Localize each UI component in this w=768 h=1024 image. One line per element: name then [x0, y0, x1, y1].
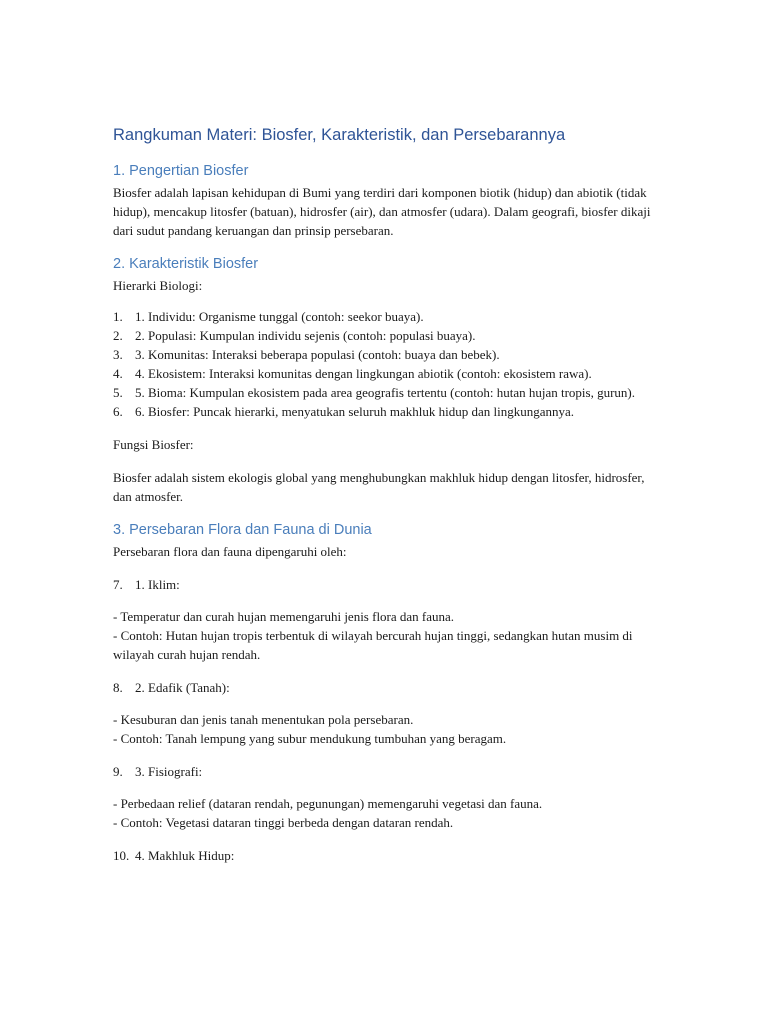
list-item-number: 2.	[113, 328, 123, 343]
factor-label: 2. Edafik (Tanah):	[135, 680, 230, 695]
factor-details	[113, 794, 663, 832]
document-title: Rangkuman Materi: Biosfer, Karakteristik, dan Persebarannya	[113, 126, 566, 144]
list-item	[113, 326, 663, 345]
list-item	[113, 345, 663, 364]
factor-number: 9.	[113, 764, 123, 779]
factor-label: 4. Makhluk Hidup:	[135, 848, 235, 863]
section-heading-pengertian: 1. Pengertian Biosfer	[113, 163, 249, 179]
list-item-text: 2. Populasi: Kumpulan individu sejenis (contoh: populasi buaya).	[135, 328, 476, 343]
factor-detail-line: - Contoh: Tanah lempung yang subur mendukung tumbuhan yang beragam.	[113, 731, 507, 746]
document-page	[113, 123, 663, 878]
list-item-text: 3. Komunitas: Interaksi beberapa populasi (contoh: buaya dan bebek).	[135, 347, 500, 362]
section-heading-karakteristik: 2. Karakteristik Biosfer	[113, 256, 259, 272]
list-item-text: 5. Bioma: Kumpulan ekosistem pada area geografis tertentu (contoh: hutan hujan tropis, gurun).	[135, 385, 636, 400]
factor-detail-line: - Kesuburan dan jenis tanah menentukan pola persebaran.	[113, 712, 414, 727]
fungsi-label: Fungsi Biosfer:	[113, 437, 194, 452]
factor-number: 8.	[113, 680, 123, 695]
factor-heading	[113, 575, 663, 594]
factor-detail-line: - Contoh: Vegetasi dataran tinggi berbeda dengan dataran rendah.	[113, 815, 454, 830]
factor-detail-line: - Temperatur dan curah hujan memengaruhi jenis flora dan fauna.	[113, 609, 455, 624]
list-item-text: 6. Biosfer: Puncak hierarki, menyatukan seluruh makhluk hidup dan lingkungannya.	[135, 404, 575, 419]
persebaran-intro: Persebaran flora dan fauna dipengaruhi oleh:	[113, 544, 347, 559]
list-item	[113, 364, 663, 383]
section-body-pengertian: Biosfer adalah lapisan kehidupan di Bumi yang terdiri dari komponen biotik (hidup) dan abiotik (tidak hidup), mencakup litosfer (batuan), hidrosfer (air), dan atmosfer (udara). Dalam geografi, biosfer dikaji dari sudut pandang keruangan dan prinsip persebaran.	[113, 185, 651, 238]
factor-details	[113, 710, 663, 748]
list-item-number: 1.	[113, 309, 123, 324]
list-item-number: 5.	[113, 385, 123, 400]
factor-detail-line: - Perbedaan relief (dataran rendah, pegunungan) memengaruhi vegetasi dan fauna.	[113, 796, 543, 811]
list-item	[113, 402, 663, 421]
factor-details	[113, 607, 663, 664]
list-item-number: 4.	[113, 366, 123, 381]
factor-number: 10.	[113, 848, 130, 863]
list-item	[113, 307, 663, 326]
factor-heading	[113, 846, 663, 865]
factor-label: 3. Fisiografi:	[135, 764, 203, 779]
factor-heading	[113, 678, 663, 697]
hierarchy-intro: Hierarki Biologi:	[113, 278, 203, 293]
section-heading-persebaran: 3. Persebaran Flora dan Fauna di Dunia	[113, 522, 372, 538]
list-item-text: 4. Ekosistem: Interaksi komunitas dengan lingkungan abiotik (contoh: ekosistem rawa).	[135, 366, 592, 381]
factor-detail-line: - Contoh: Hutan hujan tropis terbentuk di wilayah bercurah hujan tinggi, sedangkan hutan musim di wilayah curah hujan rendah.	[113, 628, 633, 662]
list-item-number: 6.	[113, 404, 123, 419]
fungsi-body: Biosfer adalah sistem ekologis global yang menghubungkan makhluk hidup dengan litosfer, hidrosfer, dan atmosfer.	[113, 470, 645, 504]
factor-heading	[113, 762, 663, 781]
list-item-number: 3.	[113, 347, 123, 362]
hierarchy-list	[113, 307, 663, 421]
list-item	[113, 383, 663, 402]
list-item-text: 1. Individu: Organisme tunggal (contoh: seekor buaya).	[135, 309, 424, 324]
factor-label: 1. Iklim:	[135, 577, 180, 592]
factor-number: 7.	[113, 577, 123, 592]
